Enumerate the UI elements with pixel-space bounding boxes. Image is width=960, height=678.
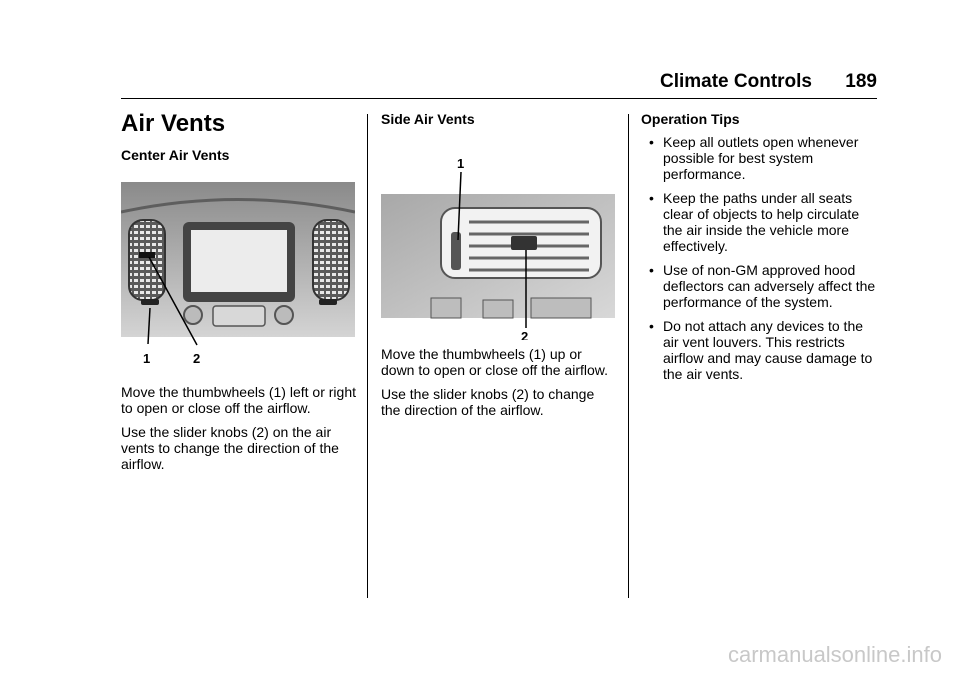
tip-text: Use of non-GM approved hood deflectors can adversely affect the performance of the system. — [663, 262, 876, 310]
subheading-operation-tips: Operation Tips — [641, 111, 740, 127]
column-side-vents — [381, 110, 617, 418]
bullet: • — [649, 134, 654, 150]
header-rule — [121, 98, 877, 99]
left-knob — [184, 306, 202, 324]
column-center-vents — [121, 110, 357, 472]
watermark[interactable]: carmanualsonline.info — [727, 642, 942, 667]
tip-text: Keep all outlets open whenever possible for best system performance. — [663, 134, 859, 182]
thumbwheel-right — [319, 299, 337, 305]
tip-item — [641, 262, 877, 310]
paragraph-thumbwheels: Move the thumbwheels (1) up or down to open or close off the airflow. — [381, 346, 608, 378]
tips-list — [641, 134, 877, 382]
callout-1-label: 1 — [143, 351, 151, 366]
page-number: 189 — [845, 71, 877, 92]
thumbwheel-left — [141, 299, 159, 305]
left-center-vent — [129, 220, 165, 300]
right-knob — [275, 306, 293, 324]
subheading-side-air-vents: Side Air Vents — [381, 111, 475, 127]
paragraph-slider-knobs: Use the slider knobs (2) on the air vents to change the direction of the airflow. — [121, 424, 339, 472]
section-title: Air Vents — [121, 110, 226, 137]
callout-2-label: 2 — [521, 329, 529, 340]
tip-text: Do not attach any devices to the air vent louvers. This restricts airflow and may cause damage to the air vents. — [663, 318, 873, 382]
figure-side-air-vents — [381, 150, 617, 340]
thumbwheel — [451, 232, 461, 270]
paragraph-slider-knobs: Use the slider knobs (2) to change the direction of the airflow. — [381, 386, 595, 418]
bullet: • — [649, 262, 654, 278]
column-divider-right — [628, 114, 629, 598]
side-vent-illustration — [381, 150, 615, 340]
slider-knob — [511, 236, 537, 250]
bullet: • — [649, 318, 654, 334]
column-divider-left — [367, 114, 368, 598]
figure-center-air-vents — [121, 182, 357, 372]
bullet: • — [649, 190, 654, 206]
display-screen — [191, 230, 287, 292]
tip-item — [641, 190, 877, 254]
subheading-center-air-vents: Center Air Vents — [121, 147, 230, 163]
tip-item — [641, 318, 877, 382]
section-header-title: Climate Controls — [659, 71, 812, 92]
right-center-vent — [313, 220, 349, 300]
tip-item — [641, 134, 877, 182]
column-operation-tips — [641, 110, 877, 390]
control-panel — [213, 306, 265, 326]
paragraph-thumbwheels: Move the thumbwheels (1) left or right to open or close off the airflow. — [121, 384, 356, 416]
callout-1-label: 1 — [457, 156, 465, 171]
tip-text: Keep the paths under all seats clear of objects to help circulate the air inside the vehicle more effectively. — [663, 190, 860, 254]
center-vents-illustration — [121, 182, 355, 372]
slider-knob — [139, 252, 155, 258]
callout-2-label: 2 — [193, 351, 201, 366]
